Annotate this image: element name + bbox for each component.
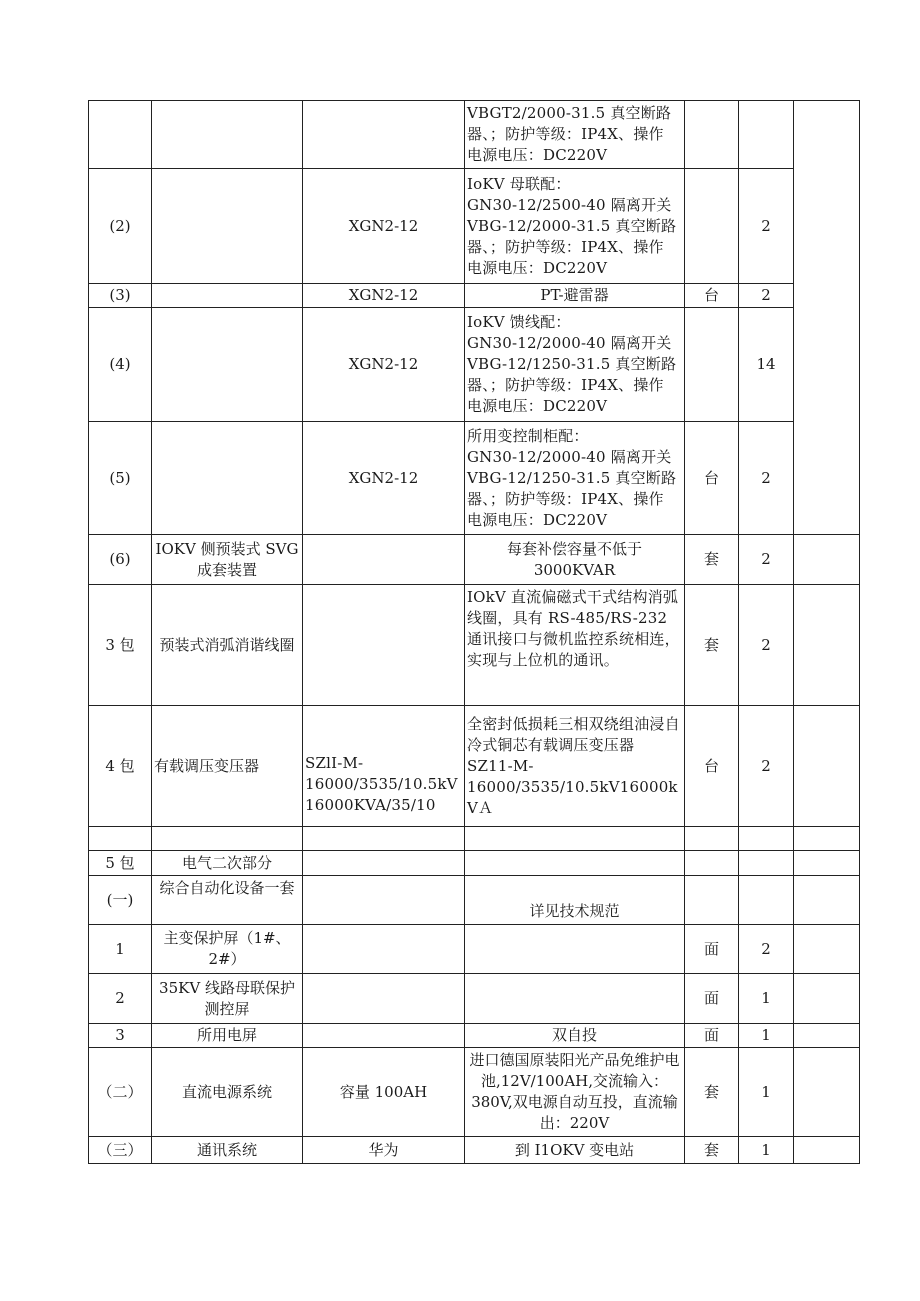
- item-model: [303, 974, 465, 1024]
- item-description: VBGT2/2000-31.5 真空断路 器、；防护等级：IP4X、操作 电源电压：DC220V: [465, 101, 685, 169]
- item-no: 1: [89, 925, 152, 974]
- item-note: [794, 974, 860, 1024]
- item-qty: 2: [739, 585, 794, 706]
- item-description: PT-避雷器: [465, 284, 685, 308]
- item-no: 2: [89, 974, 152, 1024]
- item-note: [794, 851, 860, 876]
- item-note: [794, 1048, 860, 1137]
- table-row: [89, 827, 860, 851]
- item-unit: 套: [685, 1048, 739, 1137]
- item-name: [152, 169, 303, 284]
- item-name: 主变保护屏（1#、 2#）: [152, 925, 303, 974]
- table-row: [89, 1048, 860, 1137]
- item-model: [303, 827, 465, 851]
- item-unit: 套: [685, 1137, 739, 1164]
- table-row: [89, 284, 860, 308]
- table-row: [89, 422, 860, 535]
- item-model: [303, 101, 465, 169]
- item-name: 预装式消弧消谐线圈: [152, 585, 303, 706]
- item-unit: [685, 169, 739, 284]
- item-qty: [739, 827, 794, 851]
- item-unit: [685, 851, 739, 876]
- item-no: （三）: [89, 1137, 152, 1164]
- item-model: [303, 925, 465, 974]
- item-description: 双自投: [465, 1024, 685, 1048]
- item-unit: 台: [685, 706, 739, 827]
- equipment-spec-table: [88, 100, 860, 1164]
- item-qty: [739, 851, 794, 876]
- item-unit: [685, 101, 739, 169]
- item-description: 所用变控制柜配： GN30-12/2000-40 隔离开关 VBG-12/1250-31.5 真空断路 器、；防护等级：IP4X、操作 电源电压：DC220V: [465, 422, 685, 535]
- table-row: [89, 101, 860, 169]
- item-unit: [685, 876, 739, 925]
- item-model: 华为: [303, 1137, 465, 1164]
- item-name: [152, 422, 303, 535]
- item-no: 4 包: [89, 706, 152, 827]
- item-no: (2): [89, 169, 152, 284]
- item-description: IOkV 直流偏磁式干式结构消弧 线圈，具有 RS-485/RS-232 通讯接口与微机监控系统相连， 实现与上位机的通讯。: [465, 585, 685, 706]
- item-model: XGN2-12: [303, 284, 465, 308]
- item-unit: [685, 827, 739, 851]
- item-name: IOKV 侧预装式 SVG 成套装置: [152, 535, 303, 585]
- item-note: [794, 876, 860, 925]
- item-qty: 2: [739, 925, 794, 974]
- item-name: 有载调压变压器: [152, 706, 303, 827]
- item-note: [794, 1024, 860, 1048]
- item-note: [794, 706, 860, 827]
- item-description: IoKV 母联配： GN30-12/2500-40 隔离开关 VBG-12/2000-31.5 真空断路 器、；防护等级：IP4X、操作 电源电压：DC220V: [465, 169, 685, 284]
- item-name: [152, 284, 303, 308]
- item-name: 直流电源系统: [152, 1048, 303, 1137]
- item-unit: [685, 308, 739, 422]
- table-row: [89, 169, 860, 284]
- table-row: [89, 1024, 860, 1048]
- item-qty: 2: [739, 284, 794, 308]
- item-no: (6): [89, 535, 152, 585]
- item-qty: 2: [739, 706, 794, 827]
- item-name: 通讯系统: [152, 1137, 303, 1164]
- table-row: [89, 535, 860, 585]
- table-row: [89, 925, 860, 974]
- item-description: [465, 851, 685, 876]
- table-row: [89, 974, 860, 1024]
- item-note: [794, 1137, 860, 1164]
- item-description: [465, 925, 685, 974]
- item-note: [794, 535, 860, 585]
- item-qty: [739, 101, 794, 169]
- item-description: 每套补偿容量不低于 3000KVAR: [465, 535, 685, 585]
- item-model: [303, 585, 465, 706]
- item-model: XGN2-12: [303, 422, 465, 535]
- table-row: [89, 585, 860, 706]
- item-name: 电气二次部分: [152, 851, 303, 876]
- item-unit: 面: [685, 925, 739, 974]
- item-unit: 面: [685, 974, 739, 1024]
- item-no: (3): [89, 284, 152, 308]
- item-unit: 面: [685, 1024, 739, 1048]
- item-no: 3: [89, 1024, 152, 1048]
- item-note: [794, 827, 860, 851]
- item-model: [303, 851, 465, 876]
- item-note: [794, 585, 860, 706]
- table-row: [89, 308, 860, 422]
- item-unit: 台: [685, 422, 739, 535]
- item-no: [89, 101, 152, 169]
- item-unit: 台: [685, 284, 739, 308]
- item-note: [794, 101, 860, 535]
- table-row: [89, 851, 860, 876]
- item-no: [89, 827, 152, 851]
- item-no: （二）: [89, 1048, 152, 1137]
- item-qty: 1: [739, 974, 794, 1024]
- table-row: [89, 876, 860, 925]
- item-description: 全密封低损耗三相双绕组油浸自 冷式铜芯有载调压变压器 SZ11-M- 16000/3535/10.5kV16000k VＡ: [465, 706, 685, 827]
- item-qty: 1: [739, 1024, 794, 1048]
- item-model: [303, 876, 465, 925]
- item-model: [303, 535, 465, 585]
- item-no: (4): [89, 308, 152, 422]
- item-qty: 1: [739, 1048, 794, 1137]
- item-name: 35KV 线路母联保护 测控屏: [152, 974, 303, 1024]
- item-no: 5 包: [89, 851, 152, 876]
- item-model: XGN2-12: [303, 308, 465, 422]
- item-qty: 2: [739, 535, 794, 585]
- item-name: [152, 101, 303, 169]
- item-model: 容量 100AH: [303, 1048, 465, 1137]
- item-model: XGN2-12: [303, 169, 465, 284]
- item-qty: 2: [739, 169, 794, 284]
- item-model: SZlI-M- 16000/3535/10.5kV 16000KVA/35/10: [303, 706, 465, 827]
- item-name: [152, 827, 303, 851]
- item-qty: 1: [739, 1137, 794, 1164]
- item-qty: 14: [739, 308, 794, 422]
- table-row: [89, 1137, 860, 1164]
- item-note: [794, 925, 860, 974]
- item-description: 详见技术规范: [465, 876, 685, 925]
- table-row: [89, 706, 860, 827]
- item-no: (5): [89, 422, 152, 535]
- item-description: [465, 974, 685, 1024]
- item-model: [303, 1024, 465, 1048]
- item-description: [465, 827, 685, 851]
- item-qty: 2: [739, 422, 794, 535]
- item-description: IoKV 馈线配： GN30-12/2000-40 隔离开关 VBG-12/1250-31.5 真空断路 器、；防护等级：IP4X、操作 电源电压：DC220V: [465, 308, 685, 422]
- item-name: 综合自动化设备一套: [152, 876, 303, 925]
- item-description: 进口德国原装阳光产品免维护电 池,12V/100AH,交流输入： 380V,双电源自动互投，直流输 出：220V: [465, 1048, 685, 1137]
- item-unit: 套: [685, 535, 739, 585]
- item-description: 到 I1OKV 变电站: [465, 1137, 685, 1164]
- item-no: 3 包: [89, 585, 152, 706]
- item-unit: 套: [685, 585, 739, 706]
- item-qty: [739, 876, 794, 925]
- item-no: (一): [89, 876, 152, 925]
- item-name: 所用电屏: [152, 1024, 303, 1048]
- item-name: [152, 308, 303, 422]
